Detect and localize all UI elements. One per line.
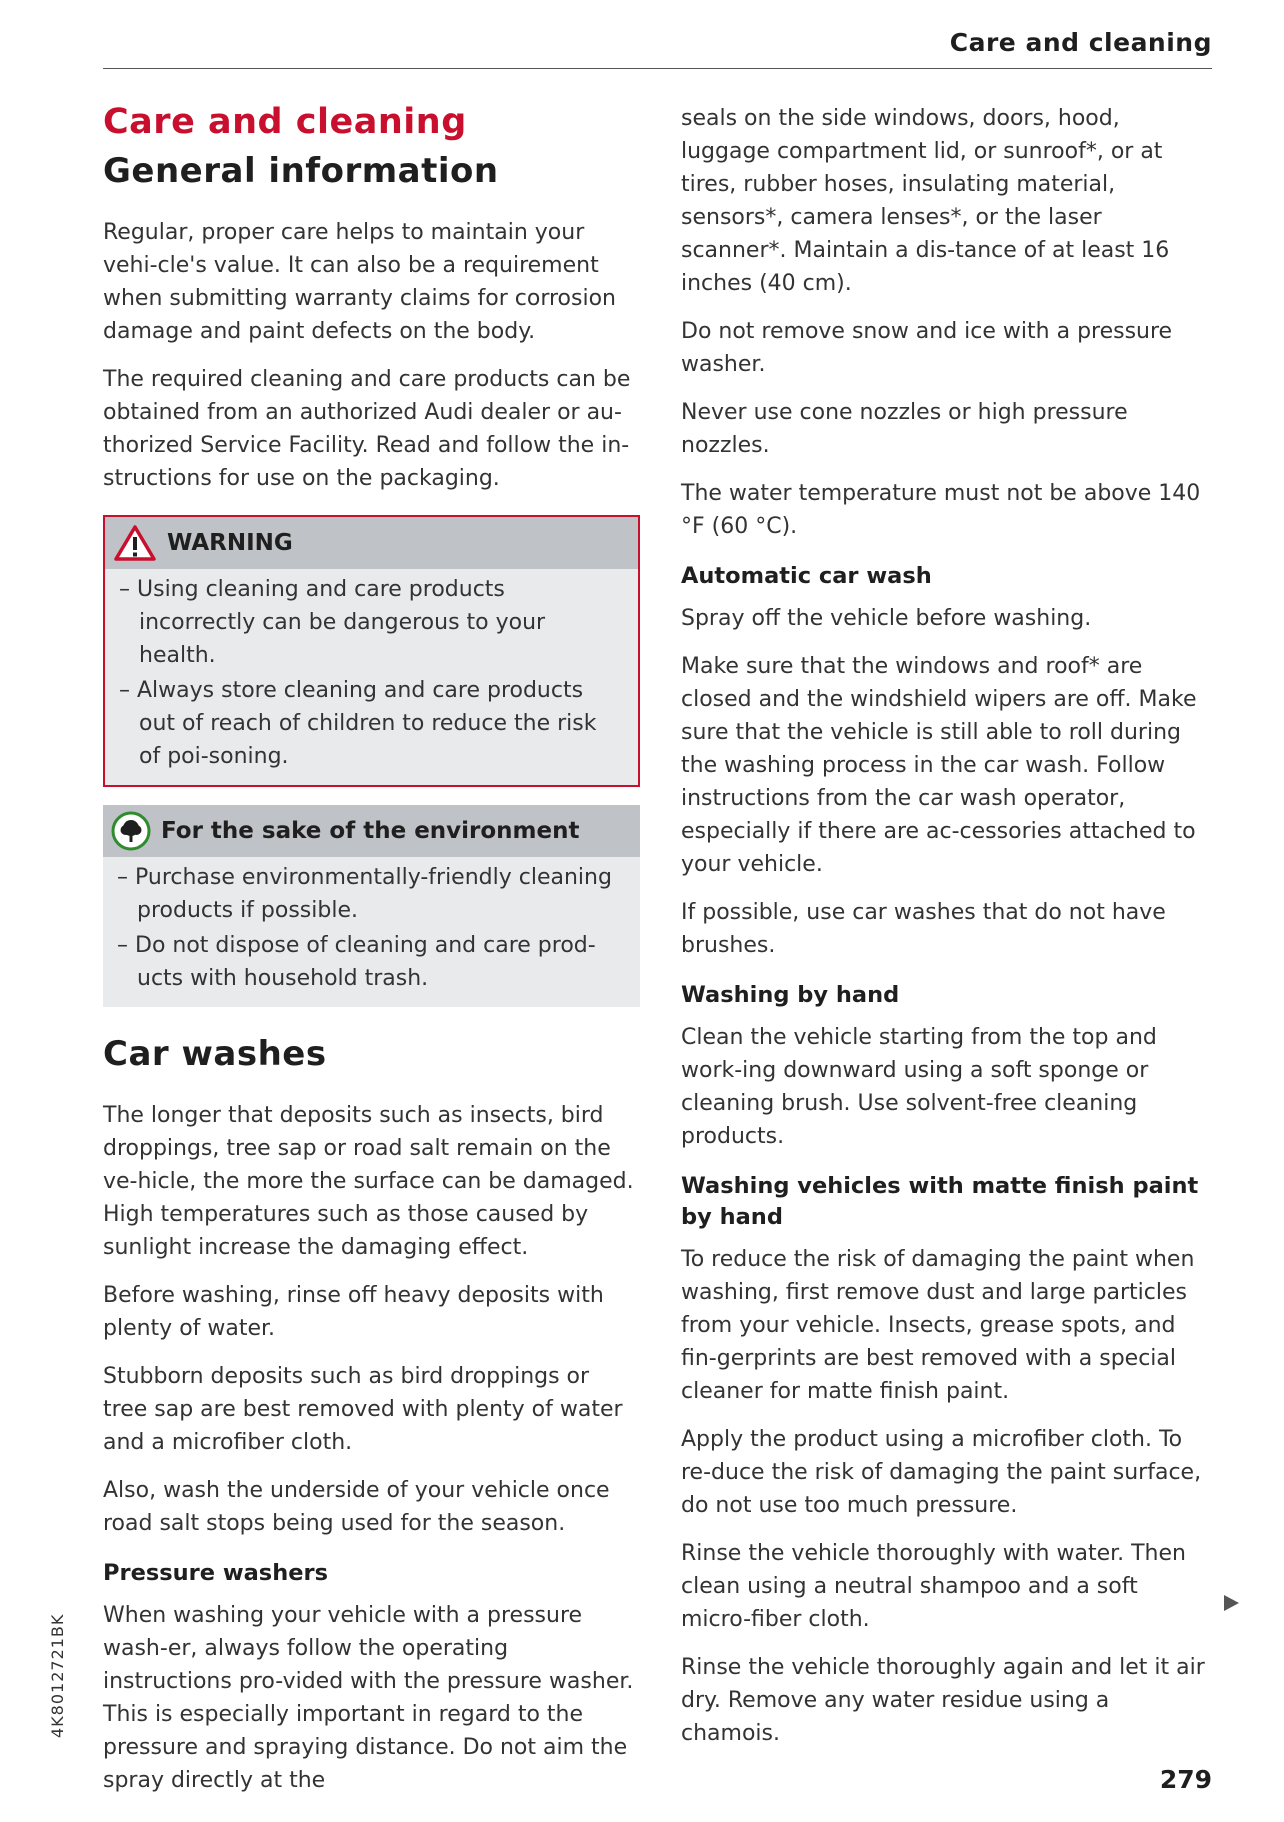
environment-box-header: [103, 805, 640, 857]
header-rule: [103, 68, 1212, 69]
page-number: 279: [1159, 1765, 1212, 1794]
subhead-washing-by-hand: Washing by hand: [681, 982, 900, 1008]
list-item: – Purchase environmentally-friendly cleaning products if possible.: [117, 861, 626, 927]
running-header: Care and cleaning: [949, 28, 1212, 57]
paragraph: Do not remove snow and ice with a pressure washer.: [681, 319, 1173, 377]
warning-triangle-icon: [113, 524, 157, 562]
paragraph: Never use cone nozzles or high pressure nozzles.: [681, 400, 1128, 458]
tree-icon: [111, 811, 151, 851]
paragraph: The longer that deposits such as insects, bird droppings, tree sap or road salt remain on the ve-hicle, the more the surface can be damaged. High temperatures such as those caused by sunlight increase the damaging effect.: [103, 1103, 634, 1260]
environment-box: [103, 805, 640, 1007]
paragraph: Rinse the vehicle thoroughly with water. Then clean using a neutral shampoo and a soft micro-fiber cloth.: [681, 1541, 1186, 1632]
paragraph: Make sure that the windows and roof* are closed and the windshield wipers are off. Make sure that the vehicle is still able to roll during the washing process in the car wash. Follow instructions from the car wash operator, especially if there are ac-cessories attached to your vehicle.: [681, 654, 1197, 877]
environment-label: For the sake of the environment: [161, 818, 580, 844]
paragraph: The water temperature must not be above 140 °F (60 °C).: [681, 481, 1201, 539]
continue-arrow-icon: [1222, 1594, 1240, 1612]
warning-label: WARNING: [167, 530, 293, 556]
paragraph: Rinse the vehicle thoroughly again and let it air dry. Remove any water residue using a chamois.: [681, 1655, 1205, 1746]
section-title-car-washes: Car washes: [103, 1034, 327, 1074]
list-item: – Always store cleaning and care products out of reach of children to reduce the risk of poi-soning.: [119, 674, 624, 773]
paragraph: Before washing, rinse off heavy deposits with plenty of water.: [103, 1283, 604, 1341]
paragraph: Clean the vehicle starting from the top and work-ing downward using a soft sponge or cleaning brush. Use solvent-free cleaning products.: [681, 1025, 1157, 1149]
environment-box-body: [103, 857, 640, 1007]
warning-box: [103, 515, 640, 787]
paragraph: Stubborn deposits such as bird droppings or tree sap are best removed with plenty of water and a microfiber cloth.: [103, 1364, 623, 1455]
section-title-general-information: General information: [103, 151, 499, 191]
subhead-matte-finish: Washing vehicles with matte finish paint by hand: [681, 1173, 1199, 1230]
warning-box-body: [105, 569, 638, 785]
warning-list: [119, 573, 624, 773]
subhead-automatic-car-wash: Automatic car wash: [681, 563, 932, 589]
subhead-pressure-washers: Pressure washers: [103, 1560, 328, 1586]
list-item: – Using cleaning and care products incorrectly can be dangerous to your health.: [119, 573, 624, 672]
list-item: – Do not dispose of cleaning and care prod-ucts with household trash.: [117, 929, 626, 995]
paragraph: Apply the product using a microfiber cloth. To re-duce the risk of damaging the paint surface, do not use too much pressure.: [681, 1427, 1202, 1518]
paragraph: If possible, use car washes that do not have brushes.: [681, 900, 1166, 958]
paragraph: Regular, proper care helps to maintain your vehi-cle's value. It can also be a requirement when submitting warranty claims for corrosion damage and paint defects on the body.: [103, 220, 616, 344]
right-column: [681, 102, 1211, 1765]
paragraph: The required cleaning and care products can be obtained from an authorized Audi dealer or au-thorized Service Facility. Read and follow the in-structions for use on the packaging.: [103, 367, 631, 491]
document-code: 4K8012721BK: [48, 1613, 67, 1738]
paragraph: Spray off the vehicle before washing.: [681, 606, 1092, 631]
paragraph: seals on the side windows, doors, hood, luggage compartment lid, or sunroof*, or at tires, rubber hoses, insulating material, sensors*, camera lenses*, or the laser scanner*. Maintain a dis-tance of at least 16 inches (40 cm).: [681, 106, 1170, 296]
environment-list: [117, 861, 626, 995]
paragraph: Also, wash the underside of your vehicle once road salt stops being used for the season.: [103, 1478, 610, 1536]
chapter-title: Care and cleaning: [103, 102, 467, 142]
paragraph: When washing your vehicle with a pressure wash-er, always follow the operating instructions pro-vided with the pressure washer. This is especially important in regard to the pressure and spraying distance. Do not aim the spray directly at the: [103, 1603, 634, 1793]
left-column: [103, 100, 640, 1812]
warning-box-header: [105, 517, 638, 569]
paragraph: To reduce the risk of damaging the paint when washing, first remove dust and large particles from your vehicle. Insects, grease spots, and fin-gerprints are best removed with a special cleaner for matte finish paint.: [681, 1247, 1195, 1404]
